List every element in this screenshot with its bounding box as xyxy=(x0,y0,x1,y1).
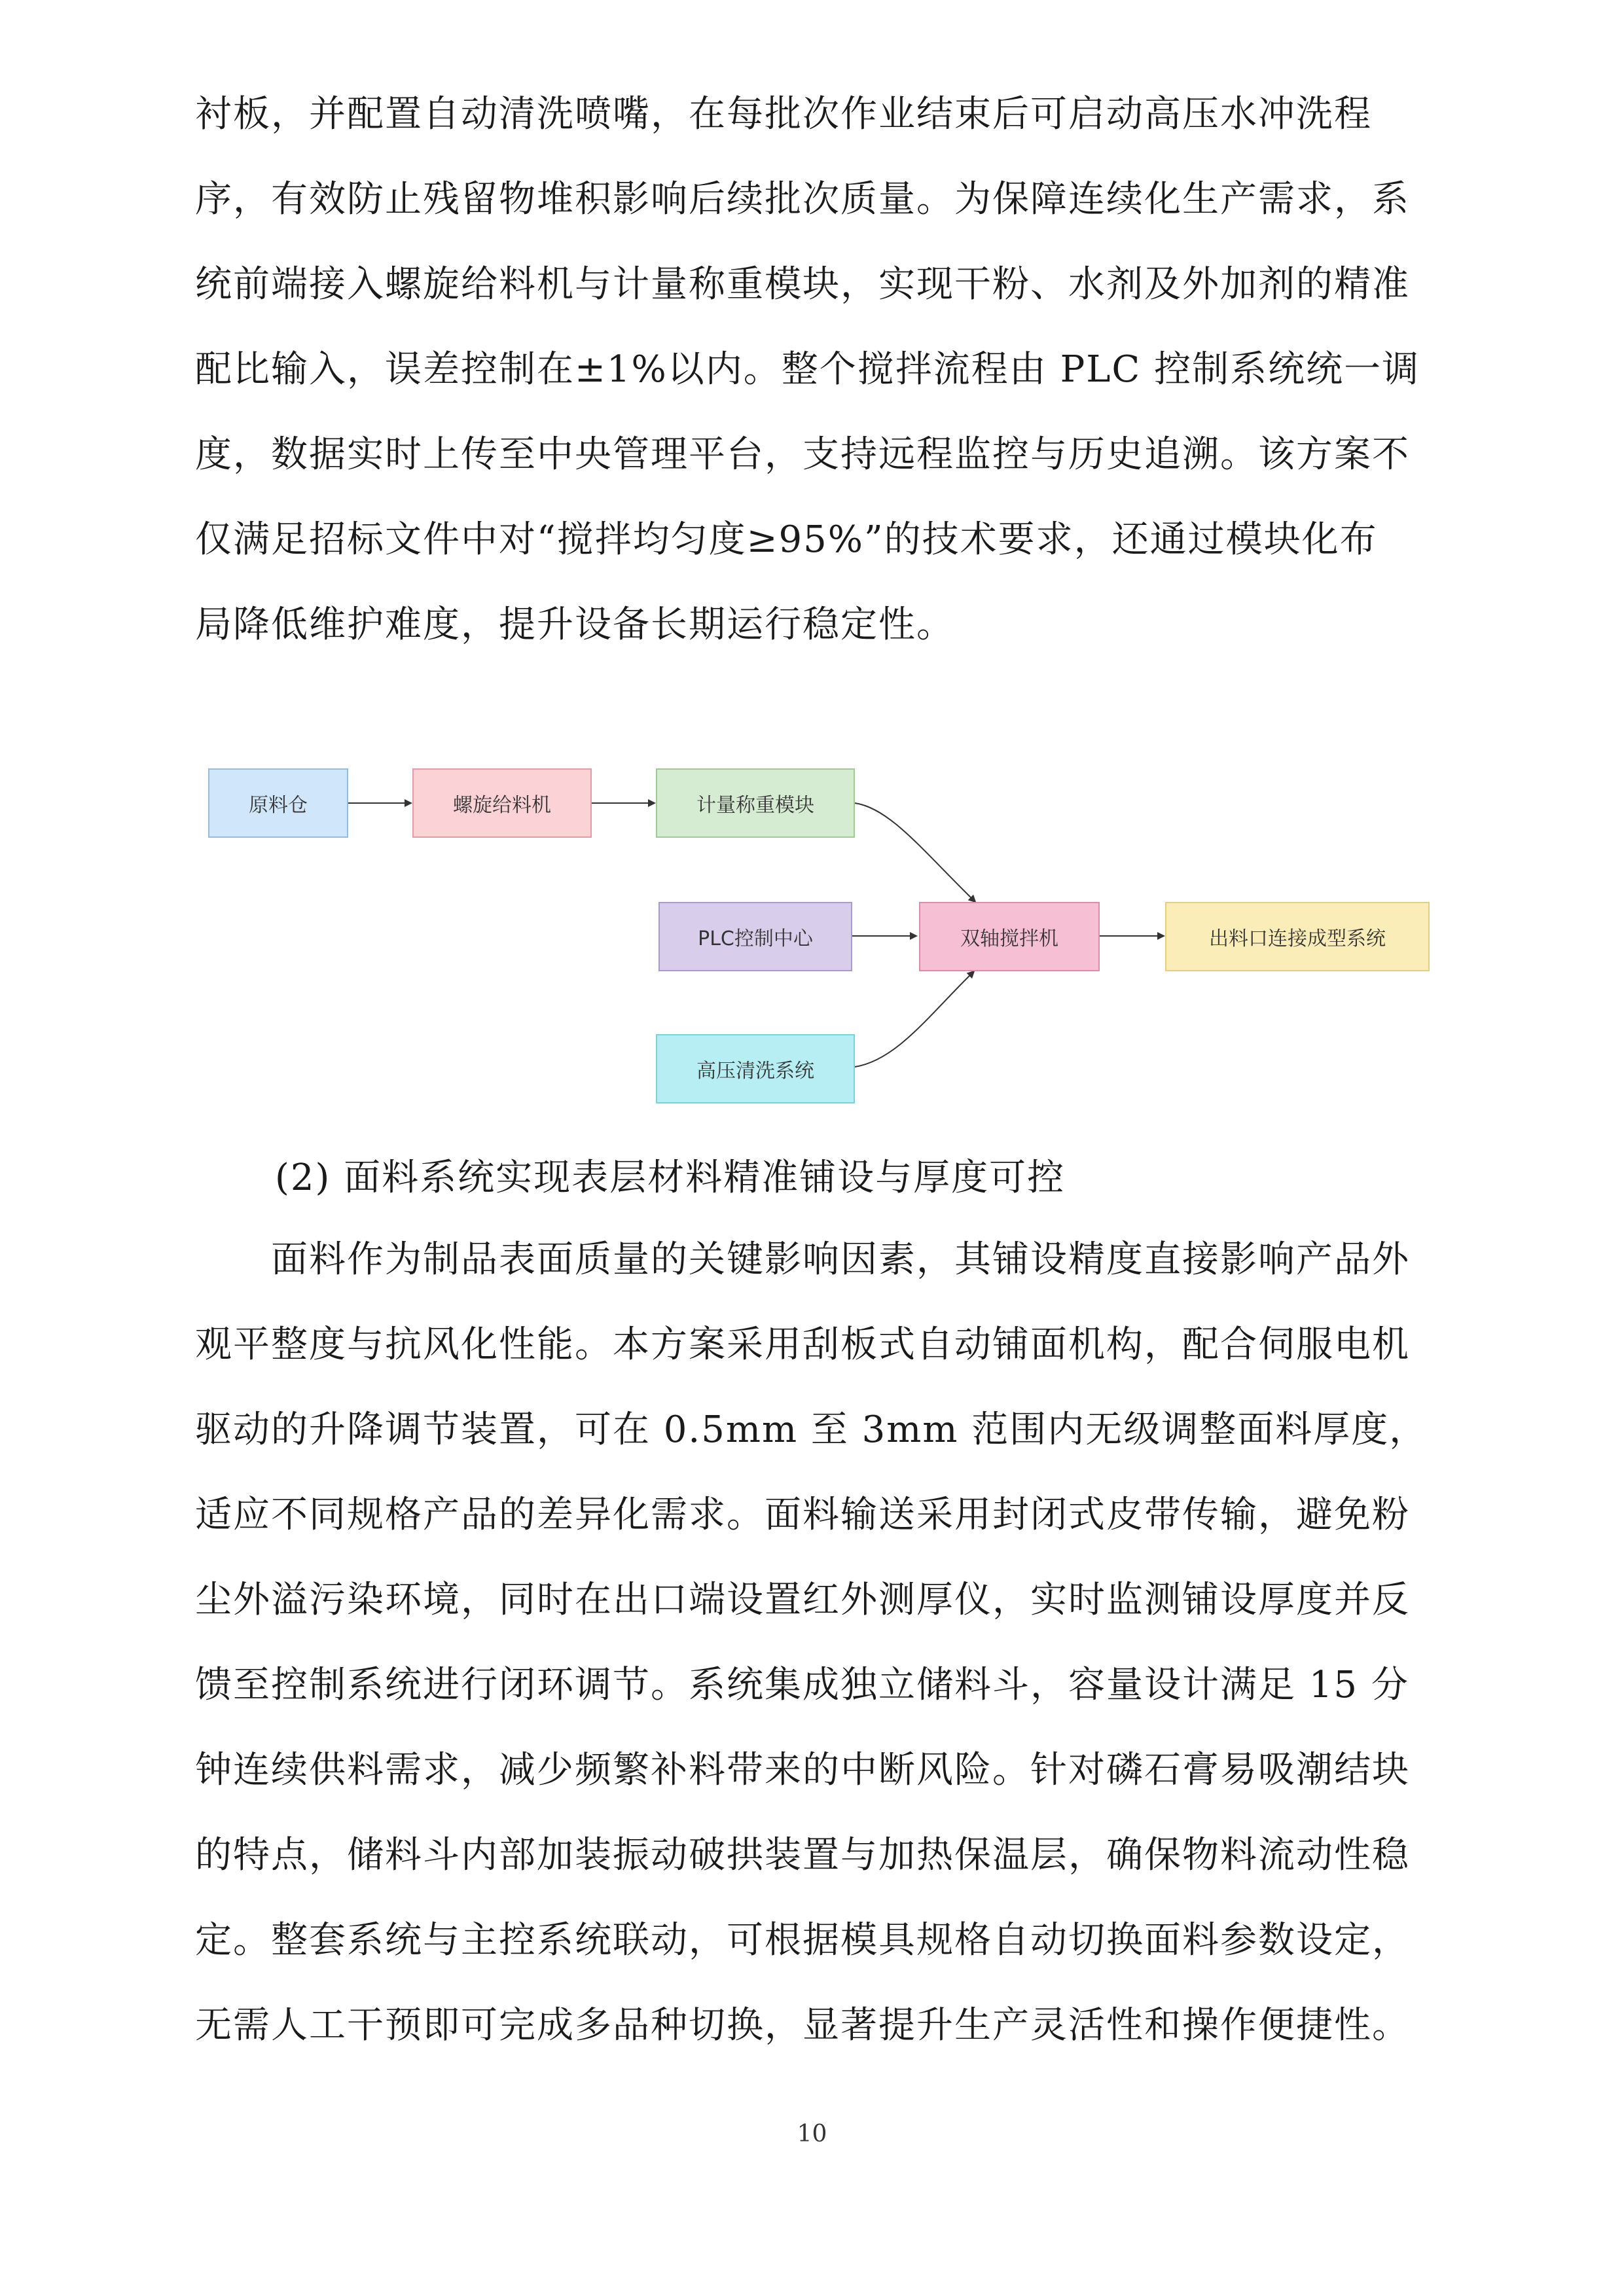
node-label: 螺旋给料机 xyxy=(453,794,551,817)
text-line: 观平整度与抗风化性能。本方案采用刮板式自动铺面机构，配合伺服电机 xyxy=(195,1323,1410,1366)
node-weighing-module xyxy=(656,768,855,838)
section-heading: (2) 面料系统实现表层材料精准铺设与厚度可控 xyxy=(275,1157,1066,1199)
text-line: 的特点，储料斗内部加装振动破拱装置与加热保温层，确保物料流动性稳 xyxy=(195,1834,1410,1876)
text-line: 钟连续供料需求，减少频繁补料带来的中断风险。针对磷石膏易吸潮结块 xyxy=(195,1749,1410,1791)
node-label: 原料仓 xyxy=(249,794,308,817)
text-line: 仅满足招标文件中对“搅拌均匀度≥95%”的技术要求，还通过模块化布 xyxy=(195,518,1378,561)
node-outlet-forming-system xyxy=(1165,902,1430,971)
node-label: PLC控制中心 xyxy=(698,927,813,950)
text-line: 驱动的升降调节装置，可在 0.5mm 至 3mm 范围内无级调整面料厚度， xyxy=(195,1408,1428,1451)
node-label: 出料口连接成型系统 xyxy=(1209,927,1386,950)
text-line: 统前端接入螺旋给料机与计量称重模块，实现干粉、水剂及外加剂的精准 xyxy=(195,263,1410,306)
paragraph-mixing-system xyxy=(195,72,1432,668)
text-line: 定。整套系统与主控系统联动，可根据模具规格自动切换面料参数设定， xyxy=(195,1919,1410,1962)
arrow-weighing-to-mixer xyxy=(855,803,975,902)
node-label: 双轴搅拌机 xyxy=(960,927,1058,950)
mixing-process-flowchart xyxy=(196,753,1440,1119)
node-plc-control-center xyxy=(659,902,852,971)
node-twin-shaft-mixer xyxy=(919,902,1100,971)
node-label: 高压清洗系统 xyxy=(696,1060,814,1083)
node-label: 计量称重模块 xyxy=(696,794,814,817)
text-line: 序，有效防止残留物堆积影响后续批次质量。为保障连续化生产需求，系 xyxy=(195,178,1410,221)
text-line: 适应不同规格产品的差异化需求。面料输送采用封闭式皮带传输，避免粉 xyxy=(195,1494,1410,1536)
paragraph-facing-system xyxy=(195,1217,1432,2068)
text-line: 度，数据实时上传至中央管理平台，支持远程监控与历史追溯。该方案不 xyxy=(195,433,1410,476)
text-line: 馈至控制系统进行闭环调节。系统集成独立储料斗，容量设计满足 15 分 xyxy=(195,1664,1409,1706)
page-number: 10 xyxy=(797,2121,827,2147)
text-line: 配比输入，误差控制在±1%以内。整个搅拌流程由 PLC 控制系统统一调 xyxy=(195,348,1420,391)
text-line: 面料作为制品表面质量的关键影响因素，其铺设精度直接影响产品外 xyxy=(195,1238,1410,1281)
node-high-pressure-washer xyxy=(656,1034,855,1103)
node-screw-feeder xyxy=(412,768,592,838)
node-raw-bin xyxy=(208,768,348,838)
text-line: 无需人工干预即可完成多品种切换，显著提升生产灵活性和操作便捷性。 xyxy=(195,2004,1410,2047)
text-line: 衬板，并配置自动清洗喷嘴，在每批次作业结束后可启动高压水冲洗程 xyxy=(195,93,1372,135)
text-line: 局降低维护难度，提升设备长期运行稳定性。 xyxy=(195,603,954,646)
arrow-washer-to-mixer xyxy=(855,971,974,1067)
text-line: 尘外溢污染环境，同时在出口端设置红外测厚仪，实时监测铺设厚度并反 xyxy=(195,1579,1410,1621)
